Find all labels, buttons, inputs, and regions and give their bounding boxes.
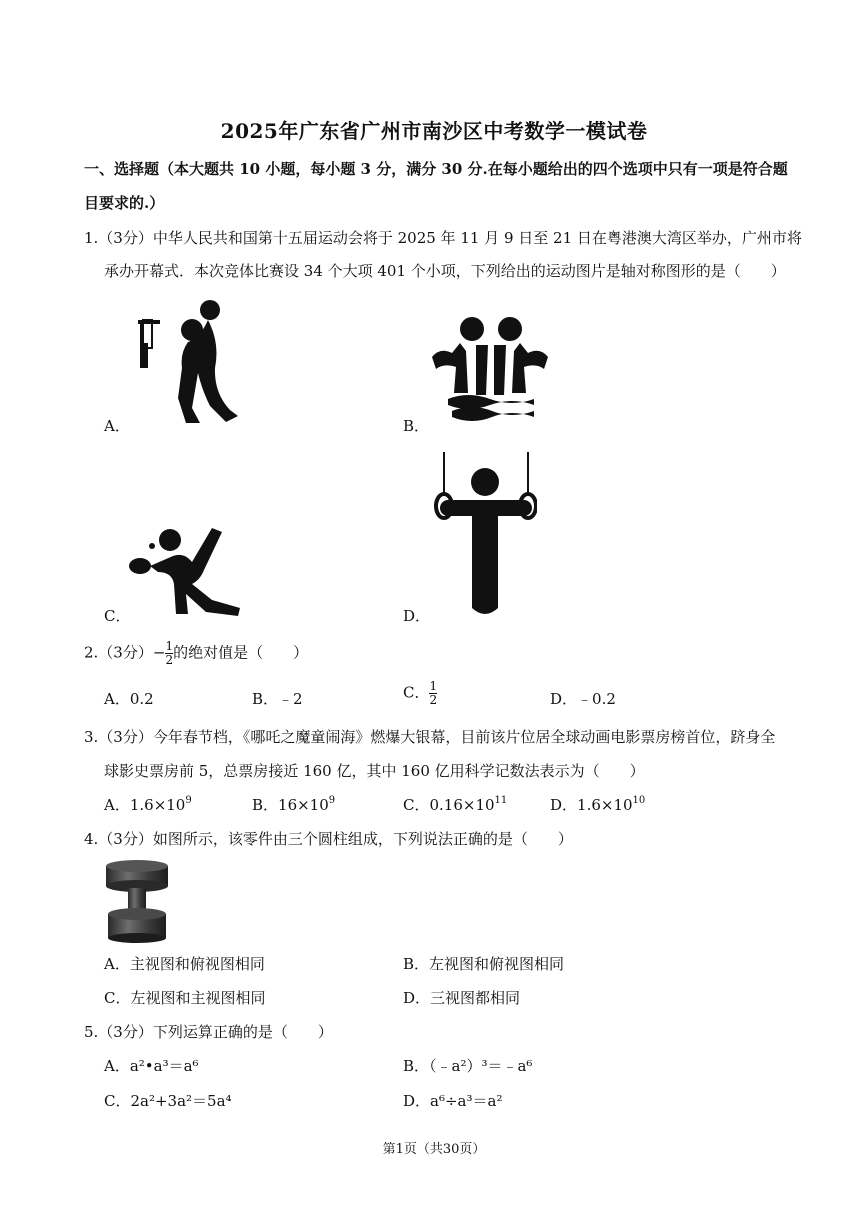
q3-stem-line2: 球影史票房前 5，总票房接近 160 亿，其中 160 亿用科学记数法表示为（ ） bbox=[104, 762, 645, 780]
page-footer: 第1页（共30页） bbox=[382, 1142, 486, 1157]
q2-option-c bbox=[403, 680, 437, 707]
q2-minus: − bbox=[152, 643, 166, 662]
q2-option-c-fraction bbox=[429, 680, 437, 707]
q3-option-c-exp: 11 bbox=[494, 795, 508, 806]
q2-option-b: B．﹣2 bbox=[252, 690, 303, 708]
q3-option-c-base: C．0.16×10 bbox=[403, 796, 495, 814]
machine-part-figure bbox=[104, 858, 170, 944]
q3-option-b bbox=[252, 794, 335, 815]
q4-option-c: C．左视图和主视图相同 bbox=[104, 989, 266, 1007]
q2-option-d: D．﹣0.2 bbox=[550, 690, 616, 708]
q5-option-c: C．2a²+3a²＝5a⁴ bbox=[104, 1092, 232, 1110]
q3-option-d-exp: 10 bbox=[632, 795, 646, 806]
section-heading-line1: 一、选择题（本大题共 10 小题，每小题 3 分，满分 30 分.在每小题给出的四个选项中只有一项是符合题 bbox=[84, 160, 788, 178]
q2-fraction bbox=[165, 640, 173, 667]
q3-option-b-exp: 9 bbox=[328, 795, 336, 806]
q5-option-a: A．a²•a³＝a⁶ bbox=[104, 1057, 199, 1075]
q3-option-a-base: A．1.6×10 bbox=[104, 796, 186, 814]
q1-option-d: D． bbox=[403, 607, 431, 625]
q3-option-a bbox=[104, 794, 192, 815]
q4-option-b: B．左视图和俯视图相同 bbox=[403, 955, 565, 973]
q2-option-c-label: C． bbox=[403, 683, 430, 702]
q1-option-c: C． bbox=[104, 607, 131, 625]
page-title: 2025年广东省广州市南沙区中考数学一模试卷 bbox=[220, 119, 648, 143]
q4-option-d: D．三视图都相同 bbox=[403, 989, 521, 1007]
basketball-icon bbox=[130, 298, 245, 428]
q3-option-c bbox=[403, 794, 507, 815]
q2-frac-den: 2 bbox=[165, 653, 174, 667]
section-heading-line2: 目要求的.） bbox=[84, 194, 165, 212]
q4-stem: 4.（3分）如图所示，该零件由三个圆柱组成，下列说法正确的是（ ） bbox=[84, 830, 573, 848]
q2-option-a: A．0.2 bbox=[104, 690, 154, 708]
q1-stem-line1: 1.（3分）中华人民共和国第十五届运动会将于 2025 年 11 月 9 日至 21 日在粤港澳大湾区举办，广州市将 bbox=[84, 229, 802, 247]
q4-option-a: A．主视图和俯视图相同 bbox=[104, 955, 265, 973]
q2-prefix: 2.（3分） bbox=[84, 643, 153, 662]
q3-option-a-exp: 9 bbox=[185, 795, 192, 806]
q1-stem-line2: 承办开幕式．本次竞体比赛设 34 个大项 401 个小项，下列给出的运动图片是轴对称图形的是（ ） bbox=[104, 262, 786, 280]
table-tennis-icon bbox=[128, 522, 243, 617]
q1-option-b: B． bbox=[403, 417, 430, 435]
q2-option-c-den: 2 bbox=[429, 693, 438, 707]
q2-option-c-num: 1 bbox=[429, 679, 438, 693]
q3-option-d bbox=[550, 794, 645, 815]
q3-option-b-base: B．16×10 bbox=[252, 796, 329, 814]
q3-option-d-base: D．1.6×10 bbox=[550, 796, 633, 814]
q2-stem bbox=[84, 640, 308, 667]
q3-stem-line1: 3.（3分）今年春节档，《哪吒之魔童闹海》燃爆大银幕，目前该片位居全球动画电影票房榜首位，跻身全 bbox=[84, 728, 776, 746]
q5-option-b: B．（﹣a²）³＝﹣a⁶ bbox=[403, 1057, 533, 1075]
q2-suffix: 的绝对值是（ ） bbox=[173, 643, 309, 662]
q5-stem: 5.（3分）下列运算正确的是（ ） bbox=[84, 1023, 333, 1041]
q5-option-d: D．a⁶÷a³＝a² bbox=[403, 1092, 503, 1110]
q2-frac-num: 1 bbox=[165, 639, 174, 653]
gymnastics-rings-icon bbox=[432, 450, 537, 618]
synchronized-swimming-icon bbox=[430, 315, 550, 427]
q1-option-a: A． bbox=[104, 417, 130, 435]
